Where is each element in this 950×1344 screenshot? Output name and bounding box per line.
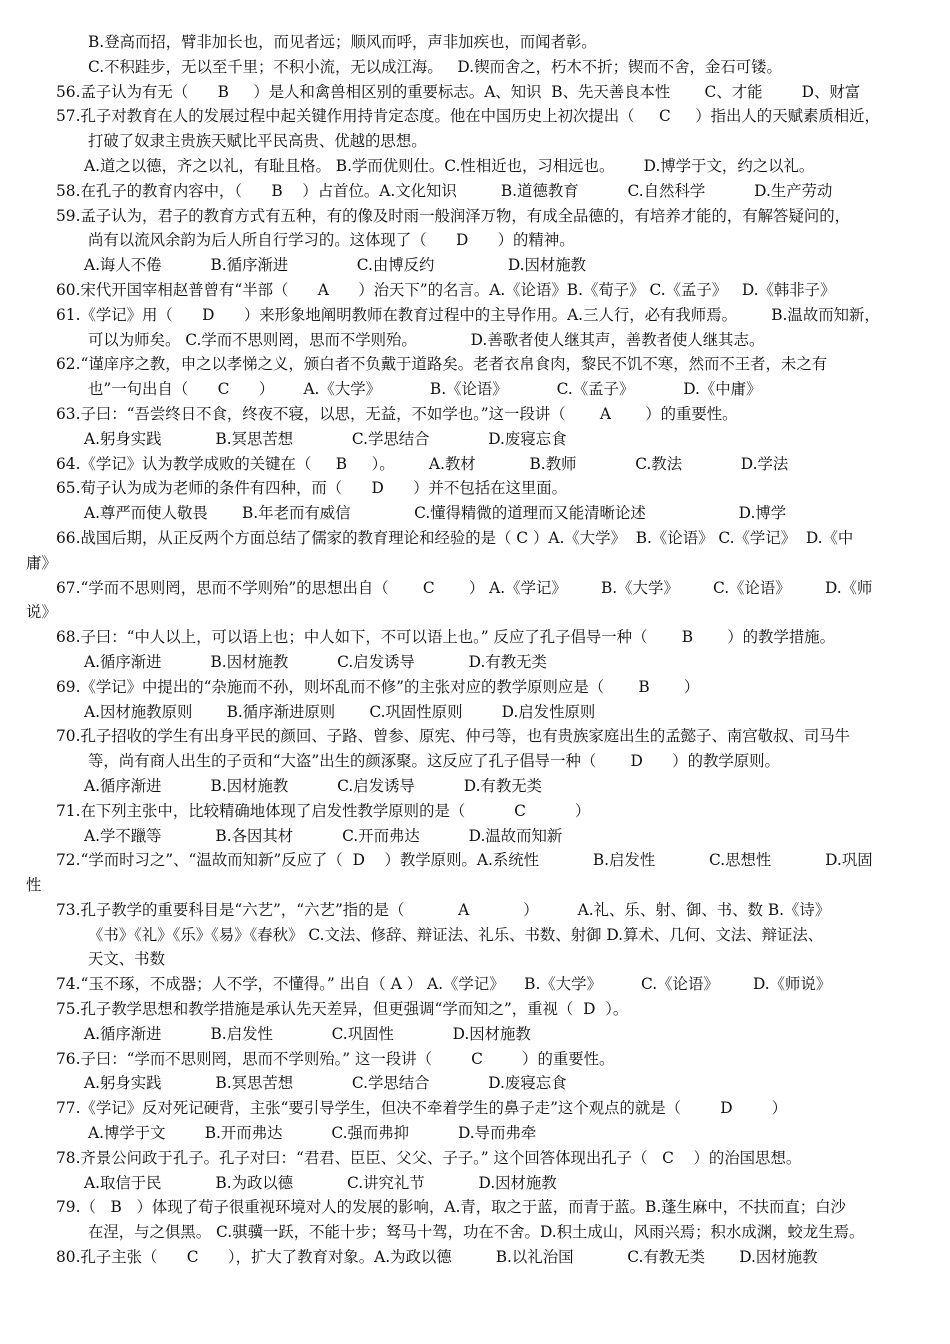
text-line: 打破了奴隶主贵族天赋比平民高贵、优越的思想。 [88,132,427,151]
text-line: A.躬身实践 B.冥思苦想 C.学思结合 D.废寝忘食 [84,429,567,448]
text-line: 69.《学记》中提出的“杂施而不孙，则坏乱而不修”的主张对应的教学原则应是（ B ） [56,677,700,696]
text-line: A.因材施教原则 B.循序渐进原则 C.巩固性原则 D.启发性原则 [84,702,596,721]
text-line: 72.“学而时习之”、“温故而知新”反应了（ D ）教学原则。A.系统性 B.启发性 C.思想性 D.巩固 [56,851,873,870]
text-line: A.躬身实践 B.冥思苦想 C.学思结合 D.废寝忘食 [84,1074,567,1093]
text-line: 75.孔子教学思想和教学措施是承认先天差异，但更强调“学而知之”，重视（ D ）。 [56,1000,629,1019]
text-line: A.博学于文 B.开而弗达 C.强而弗抑 D.导而弗牵 [88,1124,537,1143]
text-line: 74.“玉不琢，不成器；人不学，不懂得。” 出自（ A ） A.《学记》 B.《大学》 C.《论语》 D.《师说》 [56,975,832,994]
text-line: A.尊严而使人敬畏 B.年老而有威信 C.懂得精微的道理而又能清晰论述 D.博学 [84,504,787,523]
text-line: 65.荀子认为成为老师的条件有四种，而（ D ）并不包括在这里面。 [56,479,568,498]
text-line: 67.“学而不思则罔，思而不学则殆”的思想出自（ C ） A.《学记》 B.《大学》 C.《论语》 D.《师 [56,578,873,597]
text-line: 61.《学记》用（ D ）来形象地阐明教师在教育过程中的主导作用。A.三人行，必有我师焉。 B.温故而知新， [56,305,880,324]
text-line: A.循序渐进 B.因材施教 C.启发诱导 D.有教无类 [84,776,543,795]
text-line: 在涅，与之俱黑。 C.骐骥一跃，不能十步；驽马十驾，功在不舍。D.积土成山，风雨兴焉；积水成渊，蛟龙生焉。 [88,1223,865,1242]
text-line: A.取信于民 B.为政以德 C.讲究礼节 D.因材施教 [84,1173,557,1192]
text-line: 60.宋代开国宰相赵普曾有“半部（ A ）治天下”的名言。A.《论语》B.《荀子》 C.《孟子》 D.《韩非子》 [56,280,836,299]
text-line: 80.孔子主张（ C ），扩大了教育对象。A.为政以德 B.以礼治国 C.有教无类 D.因材施教 [56,1248,818,1267]
text-line: A.道之以德，齐之以礼，有耻且格。 B.学而优则仕。C.性相近也，习相远也。 D.博学于文，约之以礼。 [84,156,815,175]
text-line: A.循序渐进 B.启发性 C.巩固性 D.因材施教 [84,1024,531,1043]
text-line: 71.在下列主张中，比较精确地体现了启发性教学原则的是（ C ） [56,801,591,820]
text-line: 79.（ B ）体现了荀子很重视环境对人的发展的影响，A.青，取之于蓝，而青于蓝。B.蓬生麻中，不扶而直；白沙 [56,1198,846,1217]
text-line: 62.“谨庠序之教，申之以孝悌之义，颁白者不负戴于道路矣。老者衣帛食肉，黎民不饥不寒，然而不王者，未之有 [56,355,828,374]
text-line: 63.子曰：“吾尝终日不食，终夜不寝，以思，无益，不如学也。”这一段讲（ A ）的重要性。 [56,404,738,423]
text-line: 66.战国后期，从正反两个方面总结了儒家的教育理论和经验的是（ C ）A.《大学》 B.《论语》 C.《学记》 D.《中 [56,528,854,547]
text-line: 68.子曰：“中人以上，可以语上也；中人如下，不可以语上也。” 反应了孔子倡导一种（ B ）的教学措施。 [56,628,836,647]
text-line: 64.《学记》认为教学成败的关键在（ B ）。 A.教材 B.教师 C.教法 D.学法 [56,454,789,473]
text-line: 《书》《礼》《乐》《易》《春秋》 C.文法、修辞、辩证法、礼乐、书数、射御 D.算术、几何、文法、辩证法、 [88,925,824,944]
text-line: 78.齐景公问政于孔子。孔子对曰：“君君、臣臣、父父、子子。” 这个回答体现出孔子（ C ）的治国思想。 [56,1148,802,1167]
text-line: A.学不躐等 B.各因其材 C.开而弗达 D.温故而知新 [84,826,563,845]
text-line: 76.子曰：“学而不思则罔，思而不学则殆。” 这一段讲（ C ）的重要性。 [56,1049,615,1068]
text-line: 56.孟子认为有无（ B ）是人和禽兽相区别的重要标志。A、知识 B、先天善良本性 C、才能 D、财富 [56,82,861,101]
text-line: 也”一句出自（ C ） A.《大学》 B.《论语》 C.《孟子》 D.《中庸》 [88,380,762,399]
text-line: 等，尚有商人出生的子贡和“大盗”出生的颜涿聚。这反应了孔子倡导一种（ D ）的教学原则。 [88,752,780,771]
text-line: A.诲人不倦 B.循序渐进 C.由博反约 D.因材施教 [84,256,587,275]
text-line: C.不积跬步，无以至千里；不积小流，无以成江海。 D.锲而舍之，朽木不折；锲而不舍，金石可镂。 [88,57,782,76]
text-line: 尚有以流风余韵为后人所自行学习的。这体现了（ D ）的精神。 [88,231,575,250]
text-line: 说》 [26,603,57,622]
text-line: 73.孔子教学的重要科目是“六艺”，“六艺”指的是（ A ） A.礼、乐、射、御、书、数 B.《诗》 [56,900,831,919]
text-line: 58.在孔子的教育内容中，（ B ）占首位。A.文化知识 B.道德教育 C.自然科学 D.生产劳动 [56,181,833,200]
text-line: 77.《学记》反对死记硬背，主张“要引导学生，但决不牵着学生的鼻子走”这个观点的就是（ D ） [56,1099,788,1118]
text-line: 性 [26,876,42,895]
text-line: A.循序渐进 B.因材施教 C.启发诱导 D.有教无类 [84,652,547,671]
text-line: 天文、书数 [88,950,165,969]
text-line: B.登高而招，臂非加长也，而见者远；顺风而呼，声非加疾也，而闻者彰。 [88,33,597,51]
text-line: 57.孔子对教育在人的发展过程中起关键作用持肯定态度。他在中国历史上初次提出（ C ）指出人的天赋素质相近， [56,107,880,126]
text-line: 70.孔子招收的学生有出身平民的颜回、子路、曾参、原宪、仲弓等，也有贵族家庭出生的孟懿子、南宫敬叔、司马牛 [56,727,851,746]
text-line: 庸》 [26,553,57,572]
text-line: 可以为师矣。 C.学而不思则罔，思而不学则殆。 D.善歌者使人继其声，善教者使人继其志。 [88,330,765,349]
text-line: 59.孟子认为，君子的教育方式有五种，有的像及时雨一般润泽万物，有成全品德的，有培养才能的，有解答疑问的， [56,206,851,225]
